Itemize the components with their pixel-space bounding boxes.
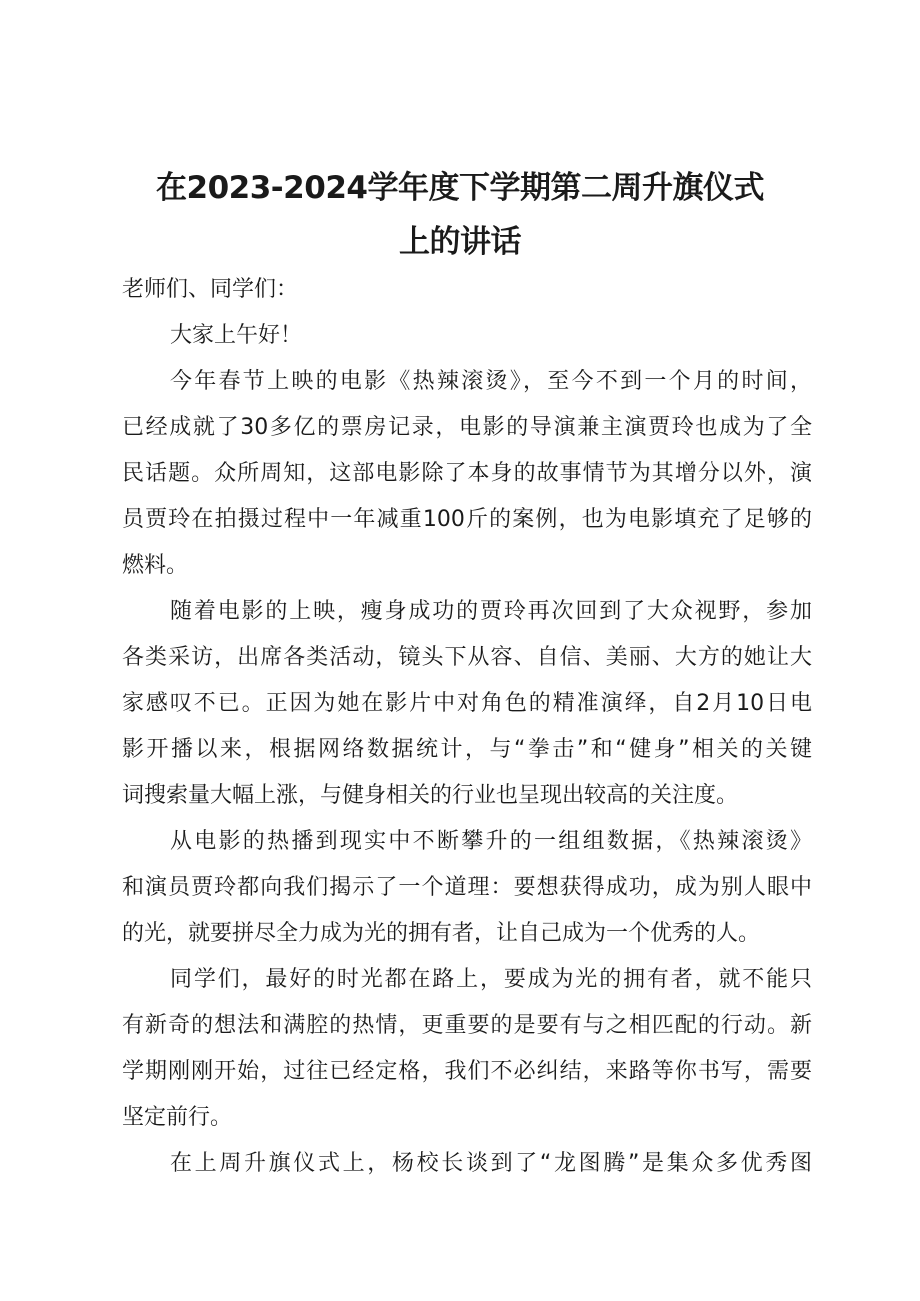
paragraph-1-line-4: 员贾玲在拍摄过程中一年减重100斤的案例，也为电影填充了足够的 xyxy=(122,507,812,532)
paragraph-2-line-2: 各类采访，出席各类活动，镜头下从容、自信、美丽、大方的她让大 xyxy=(122,645,812,670)
paragraph-1-line-3: 民话题。众所周知，这部电影除了本身的故事情节为其增分以外，演 xyxy=(122,461,812,486)
paragraph-5-line-1: 在上周升旗仪式上，杨校长谈到了“龙图腾”是集众多优秀图 xyxy=(170,1151,812,1176)
paragraph-1-line-2: 已经成就了30多亿的票房记录，电影的导演兼主演贾玲也成为了全 xyxy=(122,415,812,440)
paragraph-2-line-3: 家感叹不已。正因为她在影片中对角色的精准演绎，自2月10日电 xyxy=(122,691,812,716)
document-title-line-2: 上的讲话 xyxy=(399,224,521,260)
document-title-line-1: 在2023-2024学年度下学期第二周升旗仪式 xyxy=(156,170,764,206)
salutation: 老师们、同学们： xyxy=(122,277,299,302)
paragraph-3-line-3: 的光，就要拼尽全力成为光的拥有者，让自己成为一个优秀的人。 xyxy=(122,921,761,946)
paragraph-3-line-1: 从电影的热播到现实中不断攀升的一组组数据，《热辣滚烫》 xyxy=(170,829,812,854)
paragraph-4-line-2: 有新奇的想法和满腔的热情，更重要的是要有与之相匹配的行动。新 xyxy=(122,1013,812,1038)
paragraph-4-line-4: 坚定前行。 xyxy=(122,1105,233,1130)
paragraph-2-line-4: 影开播以来，根据网络数据统计，与“拳击”和“健身”相关的关键 xyxy=(122,737,812,762)
paragraph-4-line-3: 学期刚刚开始，过往已经定格，我们不必纠结，来路等你书写，需要 xyxy=(122,1059,812,1084)
paragraph-3-line-2: 和演员贾玲都向我们揭示了一个道理：要想获得成功，成为别人眼中 xyxy=(122,875,812,900)
paragraph-2-line-5: 词搜索量大幅上涨，与健身相关的行业也呈现出较高的关注度。 xyxy=(122,783,739,808)
paragraph-4-line-1: 同学们，最好的时光都在路上，要成为光的拥有者，就不能只 xyxy=(170,967,812,992)
paragraph-2-line-1: 随着电影的上映，瘦身成功的贾玲再次回到了大众视野，参加 xyxy=(170,599,812,624)
paragraph-1-line-5: 燃料。 xyxy=(122,553,189,578)
paragraph-1-line-1: 今年春节上映的电影《热辣滚烫》，至今不到一个月的时间， xyxy=(170,369,812,394)
greeting: 大家上午好！ xyxy=(170,323,303,348)
